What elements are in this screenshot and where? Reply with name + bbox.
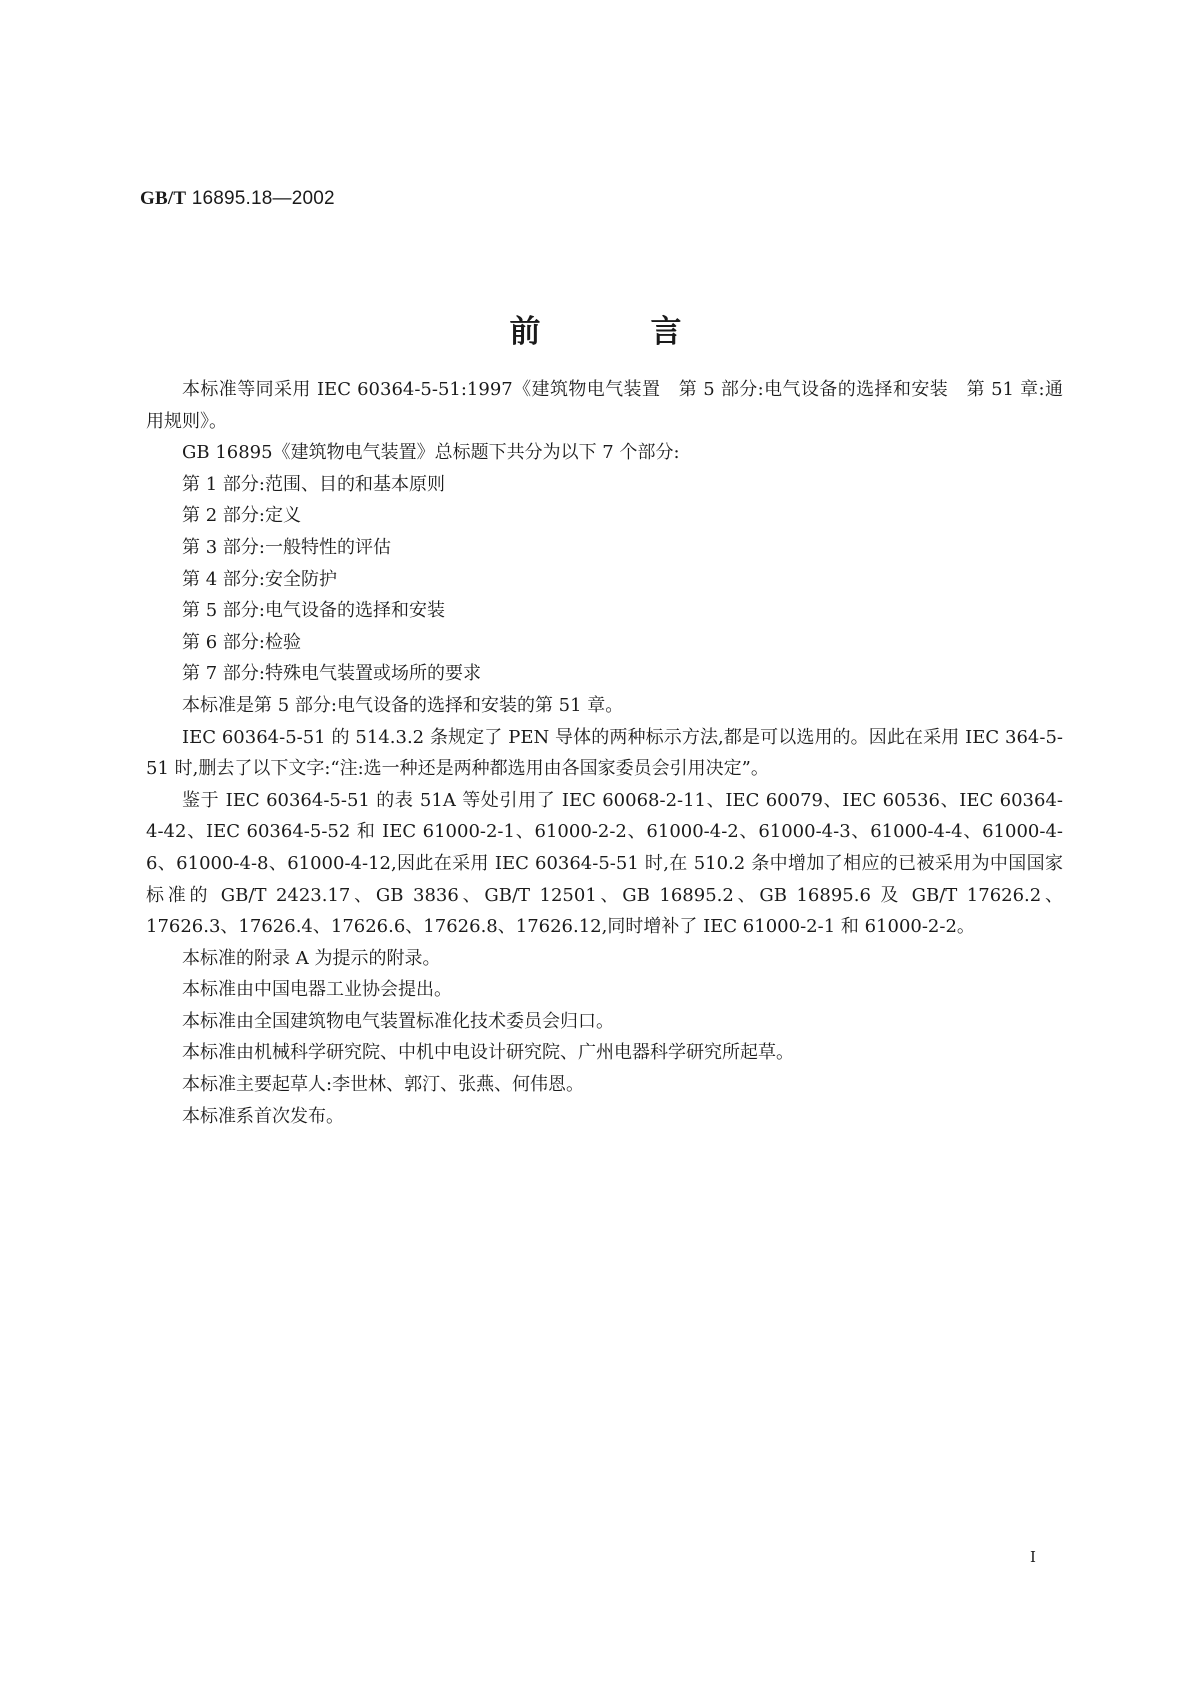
paragraph-parts-intro: GB 16895《建筑物电气装置》总标题下共分为以下 7 个部分: bbox=[182, 442, 680, 464]
foreword-body bbox=[146, 374, 1063, 1132]
paragraph-committee: 本标准由全国建筑物电气装置标准化技术委员会归口。 bbox=[182, 1010, 614, 1032]
page-title: 前言 bbox=[509, 314, 792, 350]
paragraph-appendix: 本标准的附录 A 为提示的附录。 bbox=[182, 947, 441, 969]
paragraph-adoption: 本标准等同采用 IEC 60364-5-51:1997《建筑物电气装置 第 5 部分:电气设备的选择和安装 第 51 章:通用规则》。 bbox=[146, 379, 1063, 432]
paragraph-first-release: 本标准系首次发布。 bbox=[182, 1105, 344, 1127]
list-item-part-5: 第 5 部分:电气设备的选择和安装 bbox=[182, 600, 445, 622]
standard-number bbox=[140, 188, 335, 210]
standard-prefix: GB/T bbox=[140, 188, 187, 209]
list-item-part-3: 第 3 部分:一般特性的评估 bbox=[182, 536, 391, 558]
paragraph-chapter: 本标准是第 5 部分:电气设备的选择和安装的第 51 章。 bbox=[182, 694, 624, 716]
page-number: I bbox=[1030, 1548, 1036, 1566]
paragraph-drafting-orgs: 本标准由机械科学研究院、中机中电设计研究院、广州电器科学研究所起草。 bbox=[182, 1042, 794, 1064]
list-item-part-2: 第 2 部分:定义 bbox=[182, 505, 301, 527]
paragraph-drafters: 本标准主要起草人:李世林、郭汀、张燕、何伟恩。 bbox=[182, 1074, 585, 1096]
list-item-part-7: 第 7 部分:特殊电气装置或场所的要求 bbox=[182, 663, 481, 685]
list-item-part-1: 第 1 部分:范围、目的和基本原则 bbox=[182, 473, 445, 495]
paragraph-pen-conductor: IEC 60364-5-51 的 514.3.2 条规定了 PEN 导体的两种标示方法,都是可以选用的。因此在采用 IEC 364-5-51 时,删去了以下文字:“注:选一种还是两种都选用由各国家委员会引用决定”。 bbox=[146, 726, 1063, 780]
paragraph-references: 鉴于 IEC 60364-5-51 的表 51A 等处引用了 IEC 60068-2-11、IEC 60079、IEC 60536、IEC 60364-4-42、IEC 60364-5-52 和 IEC 61000-2-1、61000-2-2、61000-4-2、61000-4-3、61000-4-4、61000-4-6、61000-4-8、61000-4-12,因此在采用 IEC 60364-5-51 时,在 510.2 条中增加了相应的已被采用为中国国家标准的 GB/T 2423.17、GB 3836、GB/T 12501、GB 16895.2、GB 16895.6 及 GB/T 17626.2、17626.3、17626.4、17626.6、17626.8、17626.12,同时增补了 IEC 61000-2-1 和 61000-2-2。 bbox=[146, 789, 1063, 938]
standard-code: 16895.18—2002 bbox=[186, 188, 335, 209]
paragraph-proposer: 本标准由中国电器工业协会提出。 bbox=[182, 979, 452, 1001]
list-item-part-4: 第 4 部分:安全防护 bbox=[182, 568, 337, 590]
list-item-part-6: 第 6 部分:检验 bbox=[182, 631, 301, 653]
